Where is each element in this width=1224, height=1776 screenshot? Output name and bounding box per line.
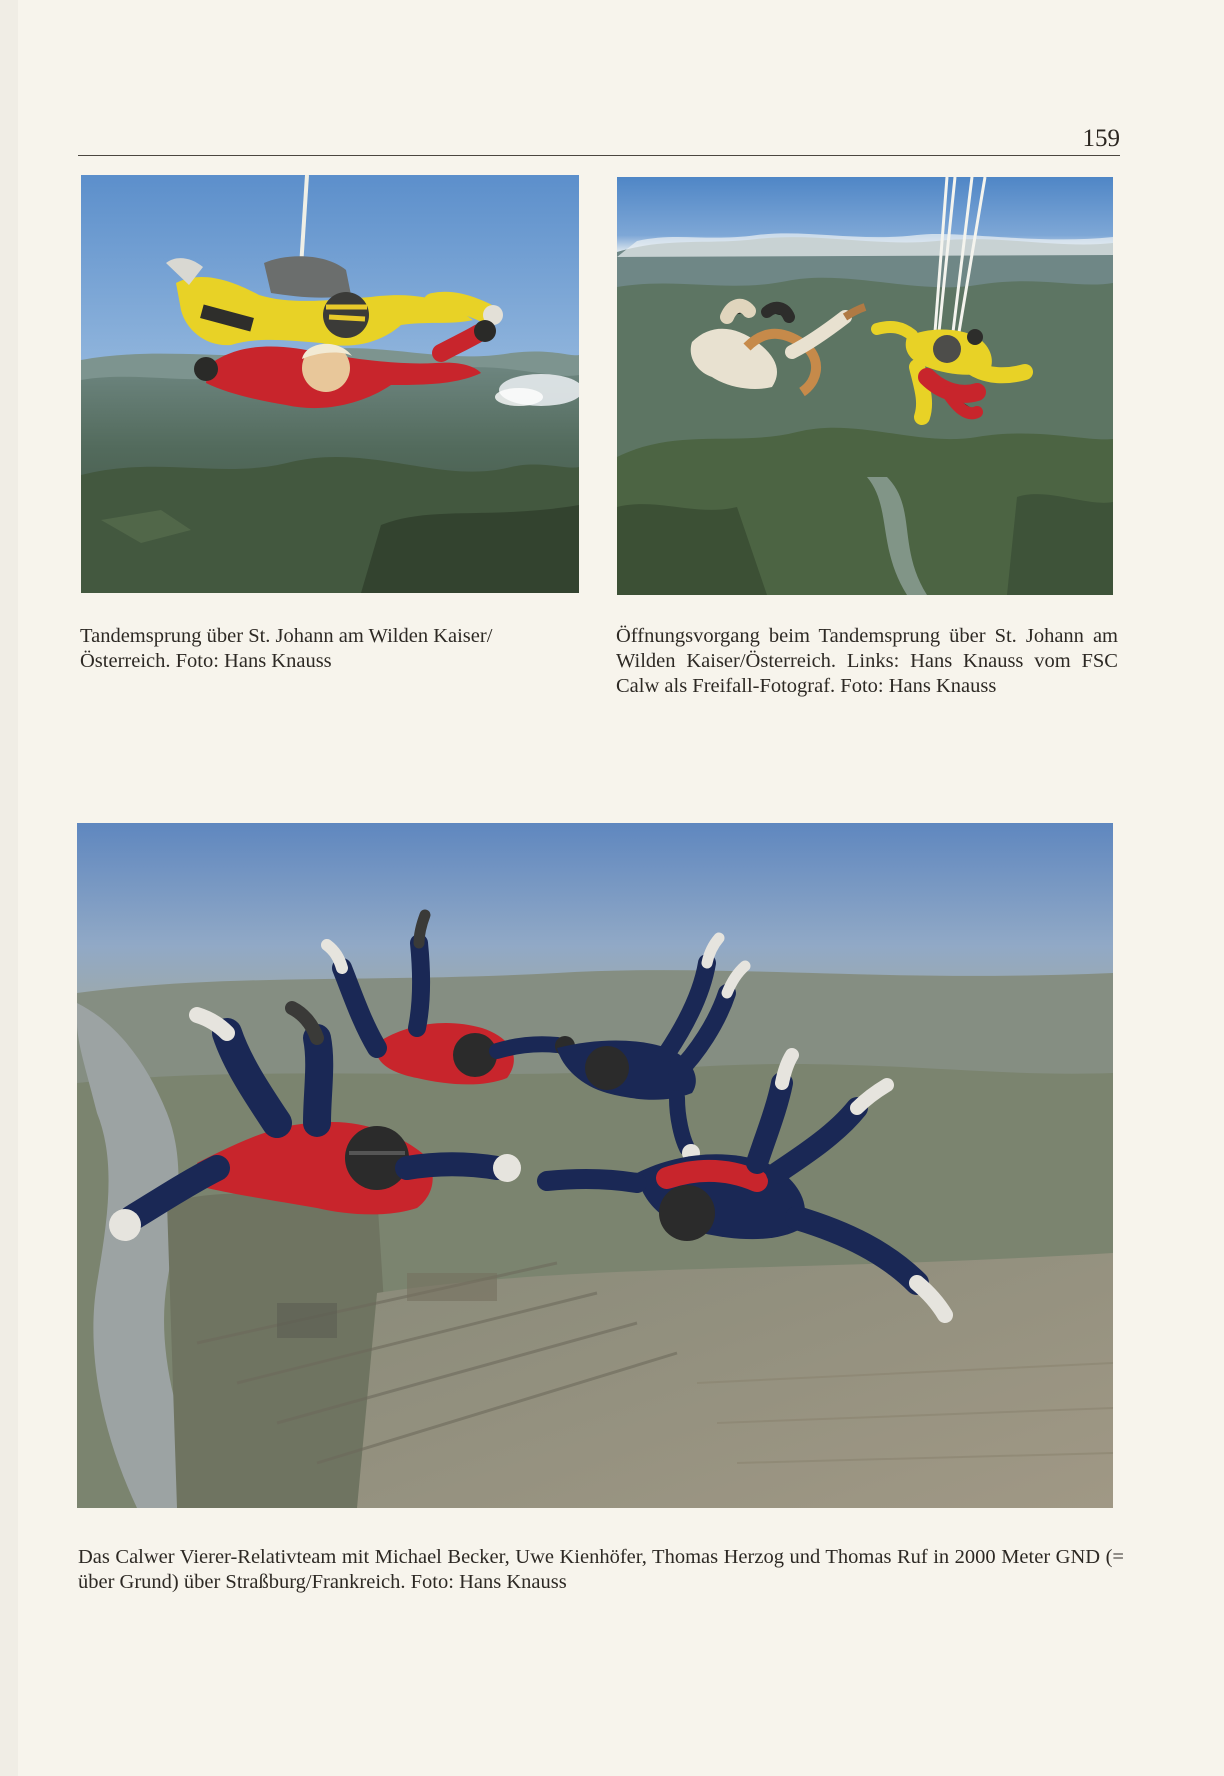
formation-team-photo bbox=[77, 823, 1113, 1508]
caption-top-right: Öffnungsvorgang beim Tandemsprung über St. Johann am Wilden Kaiser/Österreich. Links: Hans Knauss vom FSC Calw als Freifall-Fotograf. Foto: Hans Knauss bbox=[616, 625, 1118, 697]
opening-sequence-image bbox=[617, 177, 1113, 595]
header-rule bbox=[78, 155, 1120, 156]
page-edge-shadow bbox=[0, 0, 18, 1776]
tandem-jump-image bbox=[81, 175, 579, 593]
formation-team-image bbox=[77, 823, 1113, 1508]
caption-top-left: Tandemsprung über St. Johann am Wilden Kaiser/ Österreich. Foto: Hans Knauss bbox=[80, 625, 493, 672]
page-number: 159 bbox=[1082, 125, 1120, 152]
opening-sequence-photo bbox=[617, 177, 1113, 595]
caption-bottom: Das Calwer Vierer-Relativteam mit Michael Becker, Uwe Kienhöfer, Thomas Herzog und Thomas Ruf in 2000 Meter GND (= über Grund) über Straßburg/Frankreich. Foto: Hans Knauss bbox=[78, 1546, 1124, 1593]
tandem-jump-photo bbox=[81, 175, 579, 593]
